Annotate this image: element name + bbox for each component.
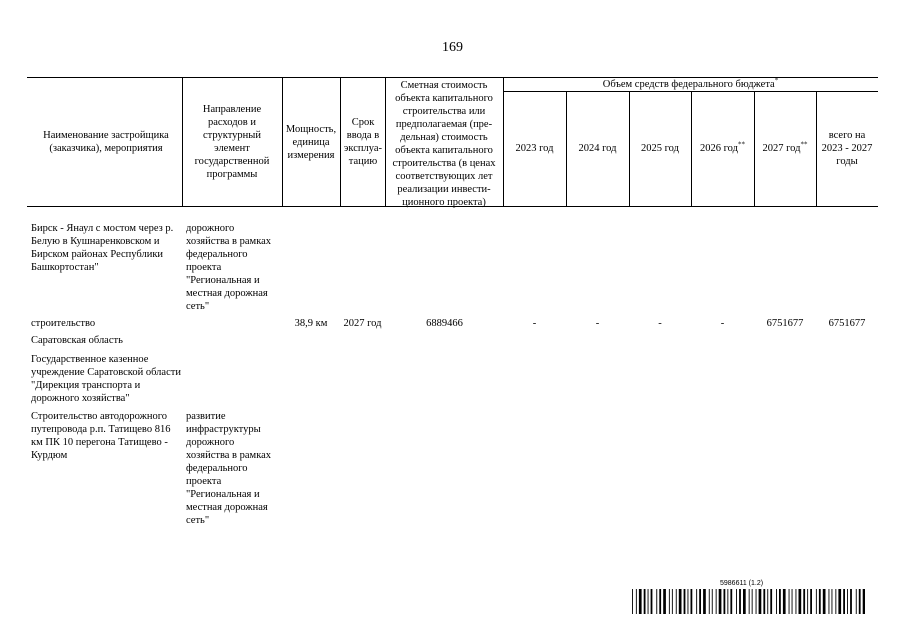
row-total: 6751677 (828, 318, 866, 329)
row-name: строительство (31, 318, 96, 329)
row-name: Саратовская область (31, 335, 123, 346)
row-direction: дорожного хозяйства в рамках федерального проекта "Региональная и местная дорожная сеть" (186, 223, 272, 312)
row-capacity: 38,9 км (294, 318, 328, 329)
header-federal-budget: Объем средств федерального бюджета* (602, 76, 779, 90)
row-name: Строительство автодорожного путепровода р.п. Татищево 816 км ПК 10 перегона Татищево - Курдюм (31, 411, 171, 461)
header-total: всего на 2023 - 2027 годы (821, 130, 873, 167)
row-name: Государственное казенное учреждение Саратовской области "Дирекция транспорта и дорожного хозяйства" (31, 354, 181, 404)
header-2027: 2027 год** (762, 140, 808, 154)
header-term: Срок ввода в эксплуа-тацию (343, 117, 383, 167)
row-2023: - (532, 318, 537, 329)
row-2027: 6751677 (766, 318, 804, 329)
col-divider (340, 77, 341, 206)
header-name: Наименование застройщика (заказчика), мероприятия (43, 130, 169, 154)
row-2026: - (720, 318, 725, 329)
row-cost: 6889466 (426, 318, 463, 329)
header-capacity: Мощность, единица измерения (285, 124, 337, 161)
page-number: 169 (442, 40, 463, 55)
col-divider (816, 91, 817, 206)
header-2025: 2025 год (641, 143, 679, 154)
header-cost: Сметная стоимость объекта капитального строительства или предполагаемая (пре-дельная) стоимость объекта капитального строительства (в ценах соответствующих лет реализации инвести-ционного проекта) (392, 80, 496, 208)
row-2025: - (658, 318, 662, 329)
header-2023: 2023 год (515, 143, 554, 154)
barcode-image (632, 589, 865, 614)
col-divider (282, 77, 283, 206)
col-divider (182, 77, 183, 206)
header-2024: 2024 год (578, 143, 617, 154)
barcode-label: 5986611 (1.2) (720, 580, 764, 587)
row-2024: - (595, 318, 600, 329)
header-2026: 2026 год** (700, 140, 745, 154)
row-term: 2027 год (343, 318, 382, 329)
row-direction: развитие инфраструктуры дорожного хозяйства в рамках федерального проекта "Региональная и местная дорожная сеть" (186, 411, 272, 526)
col-divider (385, 77, 386, 206)
row-name: Бирск - Янаул с мостом через р. Белую в Кушнаренковском и Бирском районах Республики Башкортостан" (31, 223, 174, 273)
header-direction: Направление расходов и структурный элемент государственной программы (194, 104, 270, 180)
